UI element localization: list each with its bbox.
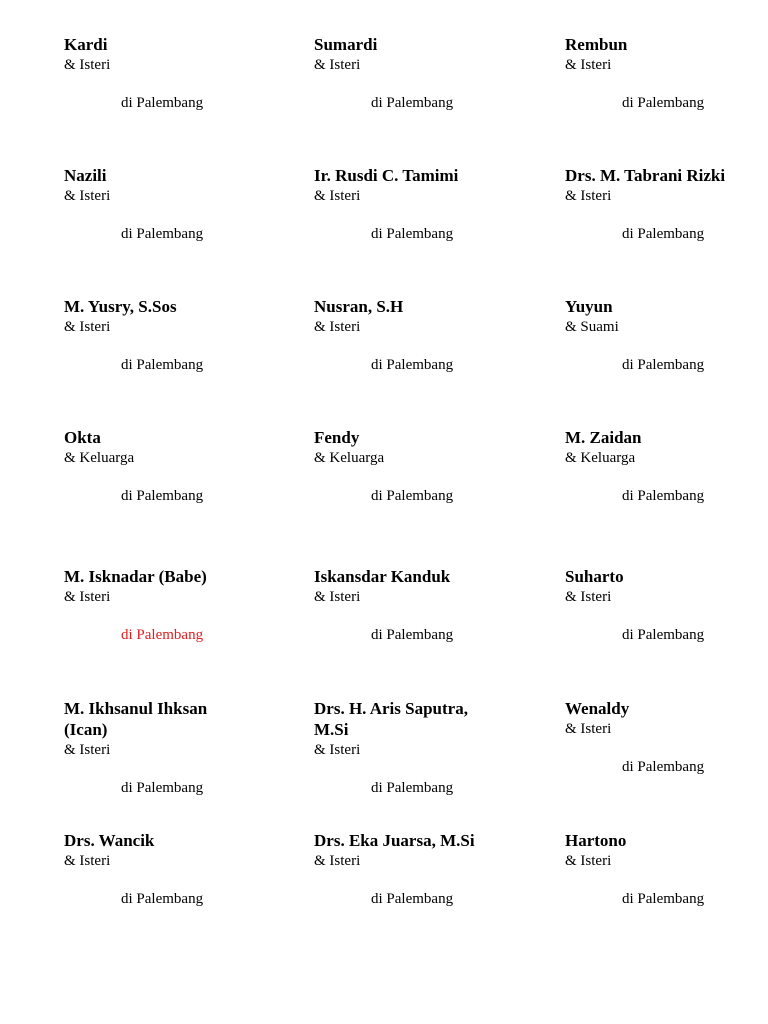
recipient-name: M. Yusry, S.Sos [64,297,177,316]
recipient-city-highlighted: di Palembang [121,627,204,643]
recipient-relation: & Isteri [565,188,612,204]
recipient-name: Okta [64,428,101,447]
recipient-relation: & Isteri [314,742,361,758]
recipient-name: Rembun [565,35,628,54]
recipient-relation: & Isteri [314,589,361,605]
recipient-name: Nusran, S.H [314,297,404,316]
address-label [314,296,514,375]
address-label [314,566,514,645]
recipient-city: di Palembang [121,891,204,907]
address-label [64,698,264,798]
recipient-name: Hartono [565,831,627,850]
recipient-name: Yuyun [565,297,613,316]
recipient-city: di Palembang [622,95,705,111]
recipient-name: Ir. Rusdi C. Tamimi [314,166,459,185]
address-label [565,34,765,113]
recipient-name: Nazili [64,166,107,185]
recipient-city: di Palembang [121,780,204,796]
recipient-city: di Palembang [371,357,454,373]
recipient-city: di Palembang [622,627,705,643]
recipient-city: di Palembang [622,357,705,373]
recipient-relation: & Keluarga [565,450,636,466]
recipient-relation: & Keluarga [314,450,385,466]
recipient-name: Suharto [565,567,624,586]
recipient-name: Drs. Wancik [64,831,155,850]
recipient-name: Kardi [64,35,108,54]
recipient-relation: & Isteri [314,319,361,335]
recipient-relation: & Isteri [565,57,612,73]
address-label [314,165,514,244]
recipient-city: di Palembang [371,627,454,643]
address-label [64,427,264,506]
address-label [565,566,765,645]
recipient-name: Drs. H. Aris Saputra, M.Si [314,699,468,739]
recipient-city: di Palembang [622,759,705,775]
recipient-name: M. Isknadar (Babe) [64,567,207,586]
recipient-city: di Palembang [121,357,204,373]
address-label [565,698,765,777]
recipient-relation: & Isteri [314,57,361,73]
recipient-city: di Palembang [371,488,454,504]
address-label [314,830,514,909]
recipient-name: M. Zaidan [565,428,642,447]
address-label [565,296,765,375]
recipient-city: di Palembang [371,780,454,796]
address-label [64,34,264,113]
recipient-relation: & Isteri [64,853,111,869]
address-label [565,427,765,506]
recipient-relation: & Isteri [314,853,361,869]
address-label [565,830,765,909]
recipient-city: di Palembang [622,226,705,242]
address-label [64,566,264,645]
recipient-city: di Palembang [371,226,454,242]
address-label [64,165,264,244]
recipient-name: Sumardi [314,35,378,54]
recipient-name: Fendy [314,428,360,447]
recipient-city: di Palembang [622,891,705,907]
recipient-name: Wenaldy [565,699,630,718]
recipient-city: di Palembang [121,95,204,111]
recipient-city: di Palembang [371,891,454,907]
recipient-city: di Palembang [371,95,454,111]
recipient-name: Drs. Eka Juarsa, M.Si [314,831,475,850]
address-label [64,296,264,375]
recipient-name: Drs. M. Tabrani Rizki [565,166,726,185]
address-label [64,830,264,909]
recipient-relation: & Isteri [64,589,111,605]
recipient-relation: & Keluarga [64,450,135,466]
recipient-relation: & Isteri [64,742,111,758]
recipient-relation: & Isteri [314,188,361,204]
recipient-city: di Palembang [121,488,204,504]
recipient-city: di Palembang [622,488,705,504]
address-label [314,34,514,113]
recipient-relation: & Isteri [64,188,111,204]
recipient-relation: & Suami [565,319,619,335]
recipient-city: di Palembang [121,226,204,242]
recipient-name: Iskansdar Kanduk [314,567,451,586]
address-label [314,698,514,798]
recipient-name: M. Ikhsanul Ihksan (Ican) [64,699,208,739]
recipient-relation: & Isteri [64,319,111,335]
address-label [565,165,765,244]
recipient-relation: & Isteri [565,853,612,869]
recipient-relation: & Isteri [565,721,612,737]
recipient-relation: & Isteri [565,589,612,605]
address-label [314,427,514,506]
recipient-relation: & Isteri [64,57,111,73]
